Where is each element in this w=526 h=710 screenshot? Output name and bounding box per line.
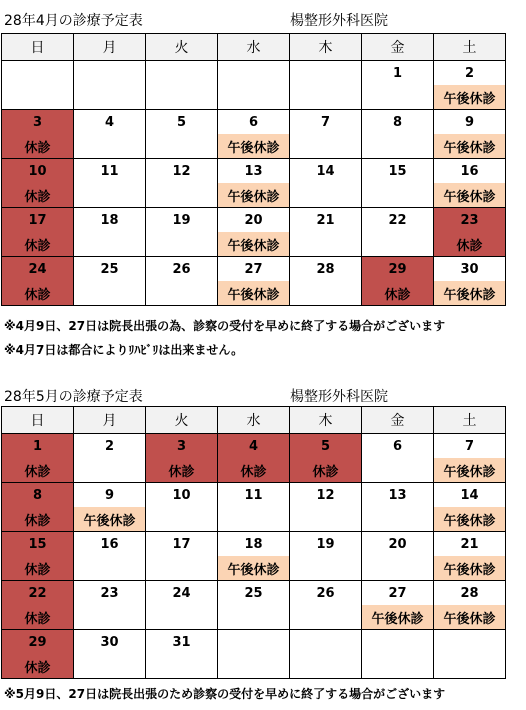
week-status-row bbox=[2, 556, 506, 581]
status-cell bbox=[74, 654, 146, 679]
week-date-row bbox=[2, 208, 506, 233]
date-cell: 18 bbox=[74, 208, 146, 233]
week-status-row bbox=[2, 232, 506, 257]
may-title: 28年5月の診療予定表 bbox=[4, 389, 143, 405]
date-cell: 26 bbox=[146, 257, 218, 282]
date-cell: 17 bbox=[2, 208, 74, 233]
date-cell: 26 bbox=[290, 581, 362, 606]
date-cell: 5 bbox=[290, 434, 362, 459]
week-date-row bbox=[2, 532, 506, 557]
status-cell bbox=[146, 507, 218, 532]
date-cell bbox=[290, 630, 362, 655]
date-cell bbox=[218, 630, 290, 655]
week-status-row bbox=[2, 281, 506, 306]
date-cell: 20 bbox=[362, 532, 434, 557]
april-clinic-name: 楊整形外科医院 bbox=[290, 13, 388, 29]
week-date-row bbox=[2, 61, 506, 86]
status-cell bbox=[146, 134, 218, 159]
date-cell: 15 bbox=[2, 532, 74, 557]
date-cell: 12 bbox=[146, 159, 218, 184]
status-cell: 休診 bbox=[2, 458, 74, 483]
weekday-header: 水 bbox=[218, 34, 290, 61]
date-cell: 27 bbox=[218, 257, 290, 282]
date-cell: 9 bbox=[434, 110, 506, 135]
status-cell bbox=[362, 507, 434, 532]
status-cell bbox=[74, 85, 146, 110]
date-cell: 5 bbox=[146, 110, 218, 135]
status-cell bbox=[362, 134, 434, 159]
week-date-row bbox=[2, 483, 506, 508]
date-cell: 9 bbox=[74, 483, 146, 508]
date-cell: 6 bbox=[362, 434, 434, 459]
date-cell: 23 bbox=[74, 581, 146, 606]
april-calendar bbox=[1, 33, 506, 306]
date-cell: 16 bbox=[434, 159, 506, 184]
date-cell: 12 bbox=[290, 483, 362, 508]
status-cell bbox=[74, 556, 146, 581]
status-cell: 午後休診 bbox=[218, 232, 290, 257]
date-cell: 1 bbox=[362, 61, 434, 86]
status-cell: 午後休診 bbox=[218, 134, 290, 159]
date-cell: 19 bbox=[146, 208, 218, 233]
status-cell: 休診 bbox=[2, 281, 74, 306]
date-cell: 28 bbox=[290, 257, 362, 282]
status-cell: 午後休診 bbox=[434, 85, 506, 110]
status-cell bbox=[146, 556, 218, 581]
status-cell: 午後休診 bbox=[362, 605, 434, 630]
date-cell bbox=[74, 61, 146, 86]
status-cell bbox=[218, 654, 290, 679]
status-cell: 午後休診 bbox=[434, 458, 506, 483]
status-cell bbox=[146, 605, 218, 630]
date-cell: 8 bbox=[2, 483, 74, 508]
date-cell bbox=[290, 61, 362, 86]
status-cell bbox=[290, 281, 362, 306]
date-cell: 24 bbox=[2, 257, 74, 282]
date-cell: 3 bbox=[146, 434, 218, 459]
weekday-header: 水 bbox=[218, 407, 290, 434]
date-cell: 23 bbox=[434, 208, 506, 233]
status-cell bbox=[362, 654, 434, 679]
date-cell bbox=[362, 630, 434, 655]
date-cell: 13 bbox=[218, 159, 290, 184]
status-cell bbox=[146, 183, 218, 208]
week-status-row bbox=[2, 458, 506, 483]
date-cell: 25 bbox=[218, 581, 290, 606]
date-cell: 7 bbox=[434, 434, 506, 459]
status-cell bbox=[290, 183, 362, 208]
status-cell: 午後休診 bbox=[434, 507, 506, 532]
date-cell: 11 bbox=[74, 159, 146, 184]
status-cell bbox=[362, 232, 434, 257]
date-cell: 14 bbox=[290, 159, 362, 184]
april-note-2: ※4月7日は都合によりﾘﾊﾋﾞﾘは出来ません。 bbox=[4, 343, 244, 357]
date-cell: 3 bbox=[2, 110, 74, 135]
weekday-header: 月 bbox=[74, 34, 146, 61]
date-cell: 22 bbox=[362, 208, 434, 233]
date-cell: 21 bbox=[434, 532, 506, 557]
status-cell: 休診 bbox=[362, 281, 434, 306]
status-cell bbox=[362, 556, 434, 581]
status-cell: 休診 bbox=[290, 458, 362, 483]
status-cell bbox=[146, 85, 218, 110]
may-calendar bbox=[1, 406, 506, 679]
week-status-row bbox=[2, 183, 506, 208]
weekday-header: 木 bbox=[290, 34, 362, 61]
status-cell bbox=[290, 85, 362, 110]
week-status-row bbox=[2, 605, 506, 630]
week-date-row bbox=[2, 257, 506, 282]
status-cell: 午後休診 bbox=[218, 556, 290, 581]
status-cell bbox=[290, 134, 362, 159]
status-cell bbox=[74, 458, 146, 483]
date-cell: 21 bbox=[290, 208, 362, 233]
week-date-row bbox=[2, 581, 506, 606]
status-cell: 午後休診 bbox=[74, 507, 146, 532]
weekday-header: 月 bbox=[74, 407, 146, 434]
date-cell: 29 bbox=[362, 257, 434, 282]
weekday-header: 日 bbox=[2, 34, 74, 61]
date-cell: 16 bbox=[74, 532, 146, 557]
date-cell: 22 bbox=[2, 581, 74, 606]
date-cell: 2 bbox=[74, 434, 146, 459]
date-cell: 19 bbox=[290, 532, 362, 557]
status-cell: 午後休診 bbox=[434, 605, 506, 630]
weekday-header: 金 bbox=[362, 34, 434, 61]
date-cell: 4 bbox=[218, 434, 290, 459]
status-cell: 休診 bbox=[434, 232, 506, 257]
date-cell: 30 bbox=[74, 630, 146, 655]
status-cell bbox=[218, 507, 290, 532]
date-cell: 20 bbox=[218, 208, 290, 233]
status-cell bbox=[290, 507, 362, 532]
status-cell bbox=[146, 232, 218, 257]
date-cell: 17 bbox=[146, 532, 218, 557]
week-date-row bbox=[2, 630, 506, 655]
status-cell bbox=[74, 605, 146, 630]
status-cell: 休診 bbox=[2, 654, 74, 679]
status-cell bbox=[2, 85, 74, 110]
date-cell bbox=[146, 61, 218, 86]
week-status-row bbox=[2, 654, 506, 679]
date-cell: 8 bbox=[362, 110, 434, 135]
status-cell: 休診 bbox=[2, 605, 74, 630]
status-cell bbox=[362, 85, 434, 110]
date-cell: 30 bbox=[434, 257, 506, 282]
april-title: 28年4月の診療予定表 bbox=[4, 13, 143, 29]
status-cell bbox=[74, 183, 146, 208]
status-cell: 休診 bbox=[2, 232, 74, 257]
status-cell: 休診 bbox=[2, 183, 74, 208]
status-cell bbox=[146, 281, 218, 306]
may-note-1: ※5月9日、27日は院長出張のため診察の受付を早めに終了する場合がございます bbox=[4, 687, 446, 701]
status-cell: 休診 bbox=[2, 556, 74, 581]
status-cell: 休診 bbox=[146, 458, 218, 483]
date-cell bbox=[2, 61, 74, 86]
status-cell: 休診 bbox=[2, 134, 74, 159]
weekday-header: 土 bbox=[434, 407, 506, 434]
date-cell: 15 bbox=[362, 159, 434, 184]
status-cell: 午後休診 bbox=[434, 556, 506, 581]
weekday-header-row bbox=[2, 407, 506, 434]
week-date-row bbox=[2, 434, 506, 459]
status-cell bbox=[290, 232, 362, 257]
status-cell bbox=[290, 556, 362, 581]
date-cell: 18 bbox=[218, 532, 290, 557]
weekday-header: 火 bbox=[146, 407, 218, 434]
status-cell: 午後休診 bbox=[434, 183, 506, 208]
status-cell bbox=[74, 232, 146, 257]
week-date-row bbox=[2, 110, 506, 135]
date-cell bbox=[218, 61, 290, 86]
status-cell bbox=[290, 605, 362, 630]
date-cell: 31 bbox=[146, 630, 218, 655]
status-cell: 休診 bbox=[218, 458, 290, 483]
date-cell: 10 bbox=[2, 159, 74, 184]
status-cell bbox=[218, 605, 290, 630]
date-cell: 1 bbox=[2, 434, 74, 459]
week-status-row bbox=[2, 85, 506, 110]
status-cell: 午後休診 bbox=[434, 134, 506, 159]
date-cell: 24 bbox=[146, 581, 218, 606]
week-status-row bbox=[2, 507, 506, 532]
status-cell bbox=[434, 654, 506, 679]
status-cell bbox=[290, 654, 362, 679]
date-cell: 7 bbox=[290, 110, 362, 135]
date-cell: 14 bbox=[434, 483, 506, 508]
may-clinic-name: 楊整形外科医院 bbox=[290, 389, 388, 405]
status-cell bbox=[362, 458, 434, 483]
date-cell: 4 bbox=[74, 110, 146, 135]
date-cell: 6 bbox=[218, 110, 290, 135]
date-cell: 29 bbox=[2, 630, 74, 655]
date-cell bbox=[434, 630, 506, 655]
status-cell bbox=[74, 281, 146, 306]
weekday-header: 土 bbox=[434, 34, 506, 61]
status-cell: 午後休診 bbox=[218, 281, 290, 306]
date-cell: 2 bbox=[434, 61, 506, 86]
week-date-row bbox=[2, 159, 506, 184]
date-cell: 27 bbox=[362, 581, 434, 606]
status-cell bbox=[362, 183, 434, 208]
weekday-header: 火 bbox=[146, 34, 218, 61]
april-note-1: ※4月9日、27日は院長出張の為、診察の受付を早めに終了する場合がございます bbox=[4, 319, 446, 333]
status-cell: 休診 bbox=[2, 507, 74, 532]
date-cell: 13 bbox=[362, 483, 434, 508]
week-status-row bbox=[2, 134, 506, 159]
status-cell: 午後休診 bbox=[434, 281, 506, 306]
date-cell: 25 bbox=[74, 257, 146, 282]
weekday-header: 木 bbox=[290, 407, 362, 434]
date-cell: 10 bbox=[146, 483, 218, 508]
weekday-header-row bbox=[2, 34, 506, 61]
status-cell bbox=[146, 654, 218, 679]
status-cell bbox=[218, 85, 290, 110]
date-cell: 28 bbox=[434, 581, 506, 606]
date-cell: 11 bbox=[218, 483, 290, 508]
weekday-header: 日 bbox=[2, 407, 74, 434]
status-cell bbox=[74, 134, 146, 159]
weekday-header: 金 bbox=[362, 407, 434, 434]
status-cell: 午後休診 bbox=[218, 183, 290, 208]
